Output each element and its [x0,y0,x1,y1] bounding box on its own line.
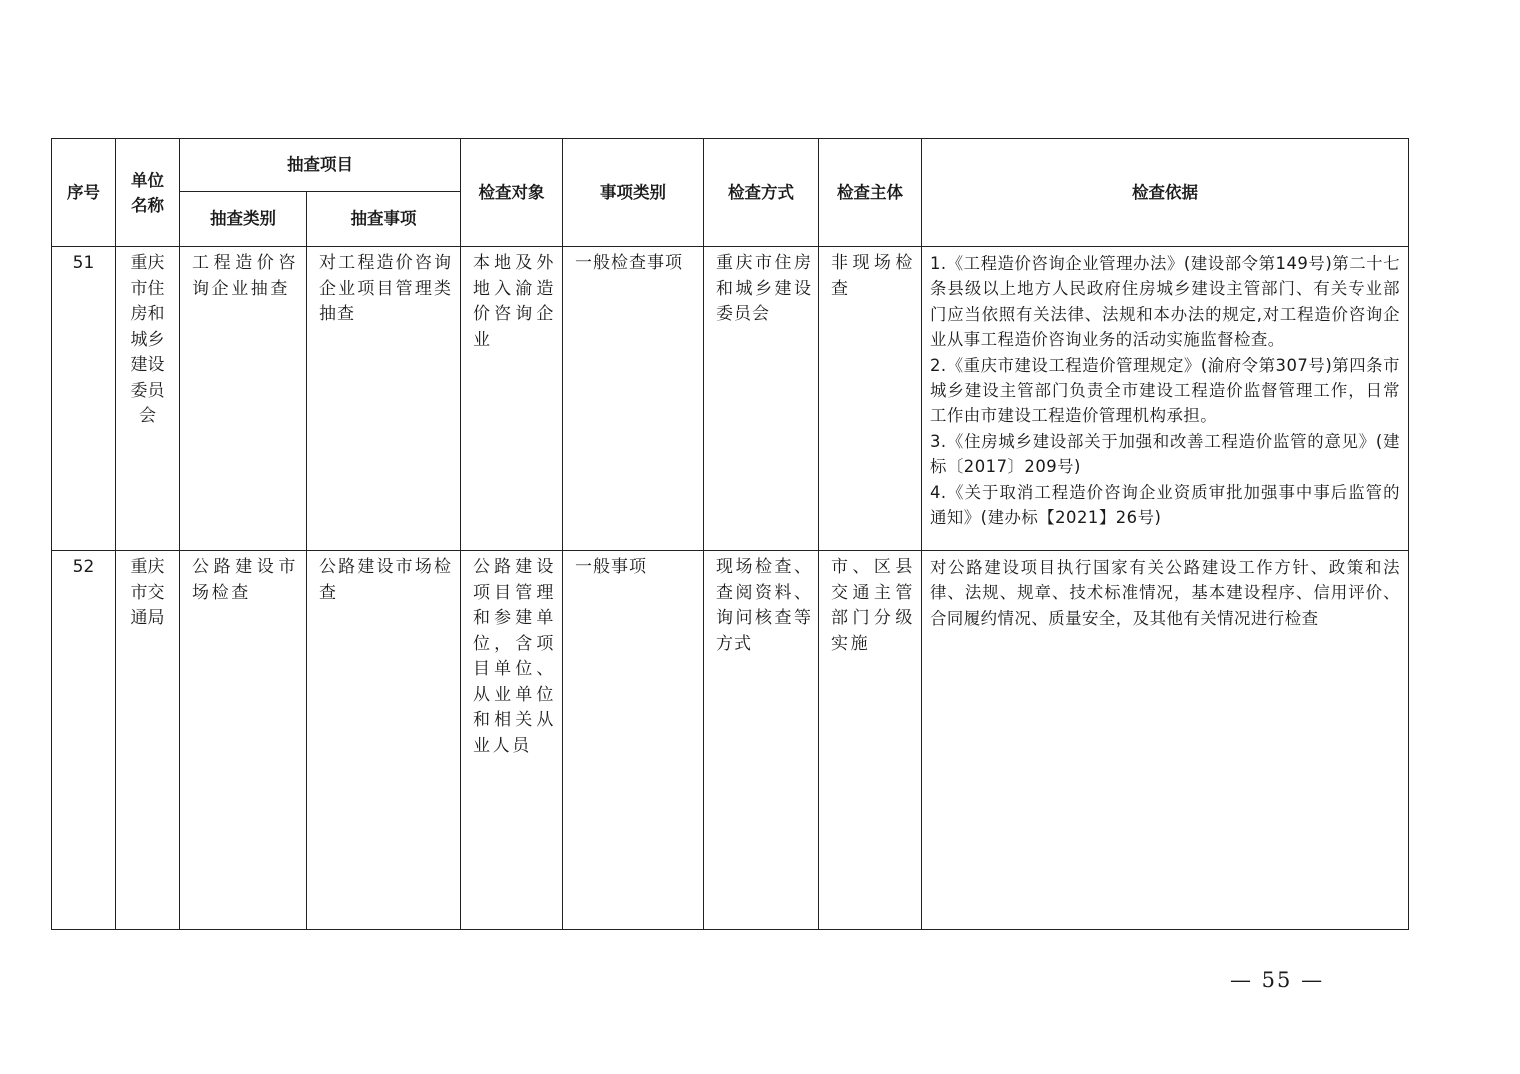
inspection-table [51,138,1409,930]
basis-item: 2.《重庆市建设工程造价管理规定》(渝府令第307号)第四条市城乡建设主管部门负责全市建设工程造价监督管理工作，日常工作由市建设工程造价管理机构承担。 [930,355,1400,426]
table-row [52,551,1409,930]
table-row [52,247,1409,551]
cell-item-category: 工程造价咨询企业抽查 [180,247,307,551]
cell-object: 本地及外地入渝造价咨询企业 [461,247,563,551]
cell-unit: 重庆市交通局 [116,551,180,930]
header-subject: 检查主体 [819,139,922,247]
cell-type: 一般事项 [563,551,704,930]
header-method: 检查方式 [704,139,819,247]
cell-item-matter: 对工程造价咨询企业项目管理类抽查 [307,247,461,551]
header-type: 事项类别 [563,139,704,247]
header-unit: 单位名称 [116,139,180,247]
cell-item-category: 公路建设市场检查 [180,551,307,930]
basis-item: 对公路建设项目执行国家有关公路建设工作方针、政策和法律、法规、规章、技术标准情况，基本建设程序、信用评价、合同履约情况、质量安全，及其他有关情况进行检查 [930,558,1400,628]
cell-seq: 51 [52,247,116,551]
header-item: 抽查项目 [180,139,461,192]
header-object: 检查对象 [461,139,563,247]
cell-item-matter: 公路建设市场检查 [307,551,461,930]
cell-object: 公路建设项目管理和参建单位，含项目单位、从业单位和相关从业人员 [461,551,563,930]
cell-basis [922,247,1409,551]
cell-subject: 市、区县交通主管部门分级实施 [819,551,922,930]
cell-basis [922,551,1409,930]
cell-method: 重庆市住房和城乡建设委员会 [704,247,819,551]
header-basis: 检查依据 [922,139,1409,247]
basis-item: 1.《工程造价咨询企业管理办法》(建设部令第149号)第二十七条县级以上地方人民政府住房城乡建设主管部门、有关专业部门应当依照有关法律、法规和本办法的规定,对工程造价咨询企业从事工程造价咨询业务的活动实施监督检查。 [930,254,1400,350]
basis-item: 3.《住房城乡建设部关于加强和改善工程造价监管的意见》(建标〔2017〕209号) [930,431,1400,477]
cell-seq: 52 [52,551,116,930]
cell-method: 现场检查、查阅资料、询问核查等方式 [704,551,819,930]
cell-unit: 重庆市住房和城乡建设委员会 [116,247,180,551]
header-item-category: 抽查类别 [180,192,307,247]
cell-type: 一般检查事项 [563,247,704,551]
page-number: — 55 — [1230,968,1325,992]
basis-item: 4.《关于取消工程造价咨询企业资质审批加强事中事后监管的通知》(建办标【2021】26号) [930,482,1400,528]
header-seq: 序号 [52,139,116,247]
header-item-matter: 抽查事项 [307,192,461,247]
cell-subject: 非现场检查 [819,247,922,551]
